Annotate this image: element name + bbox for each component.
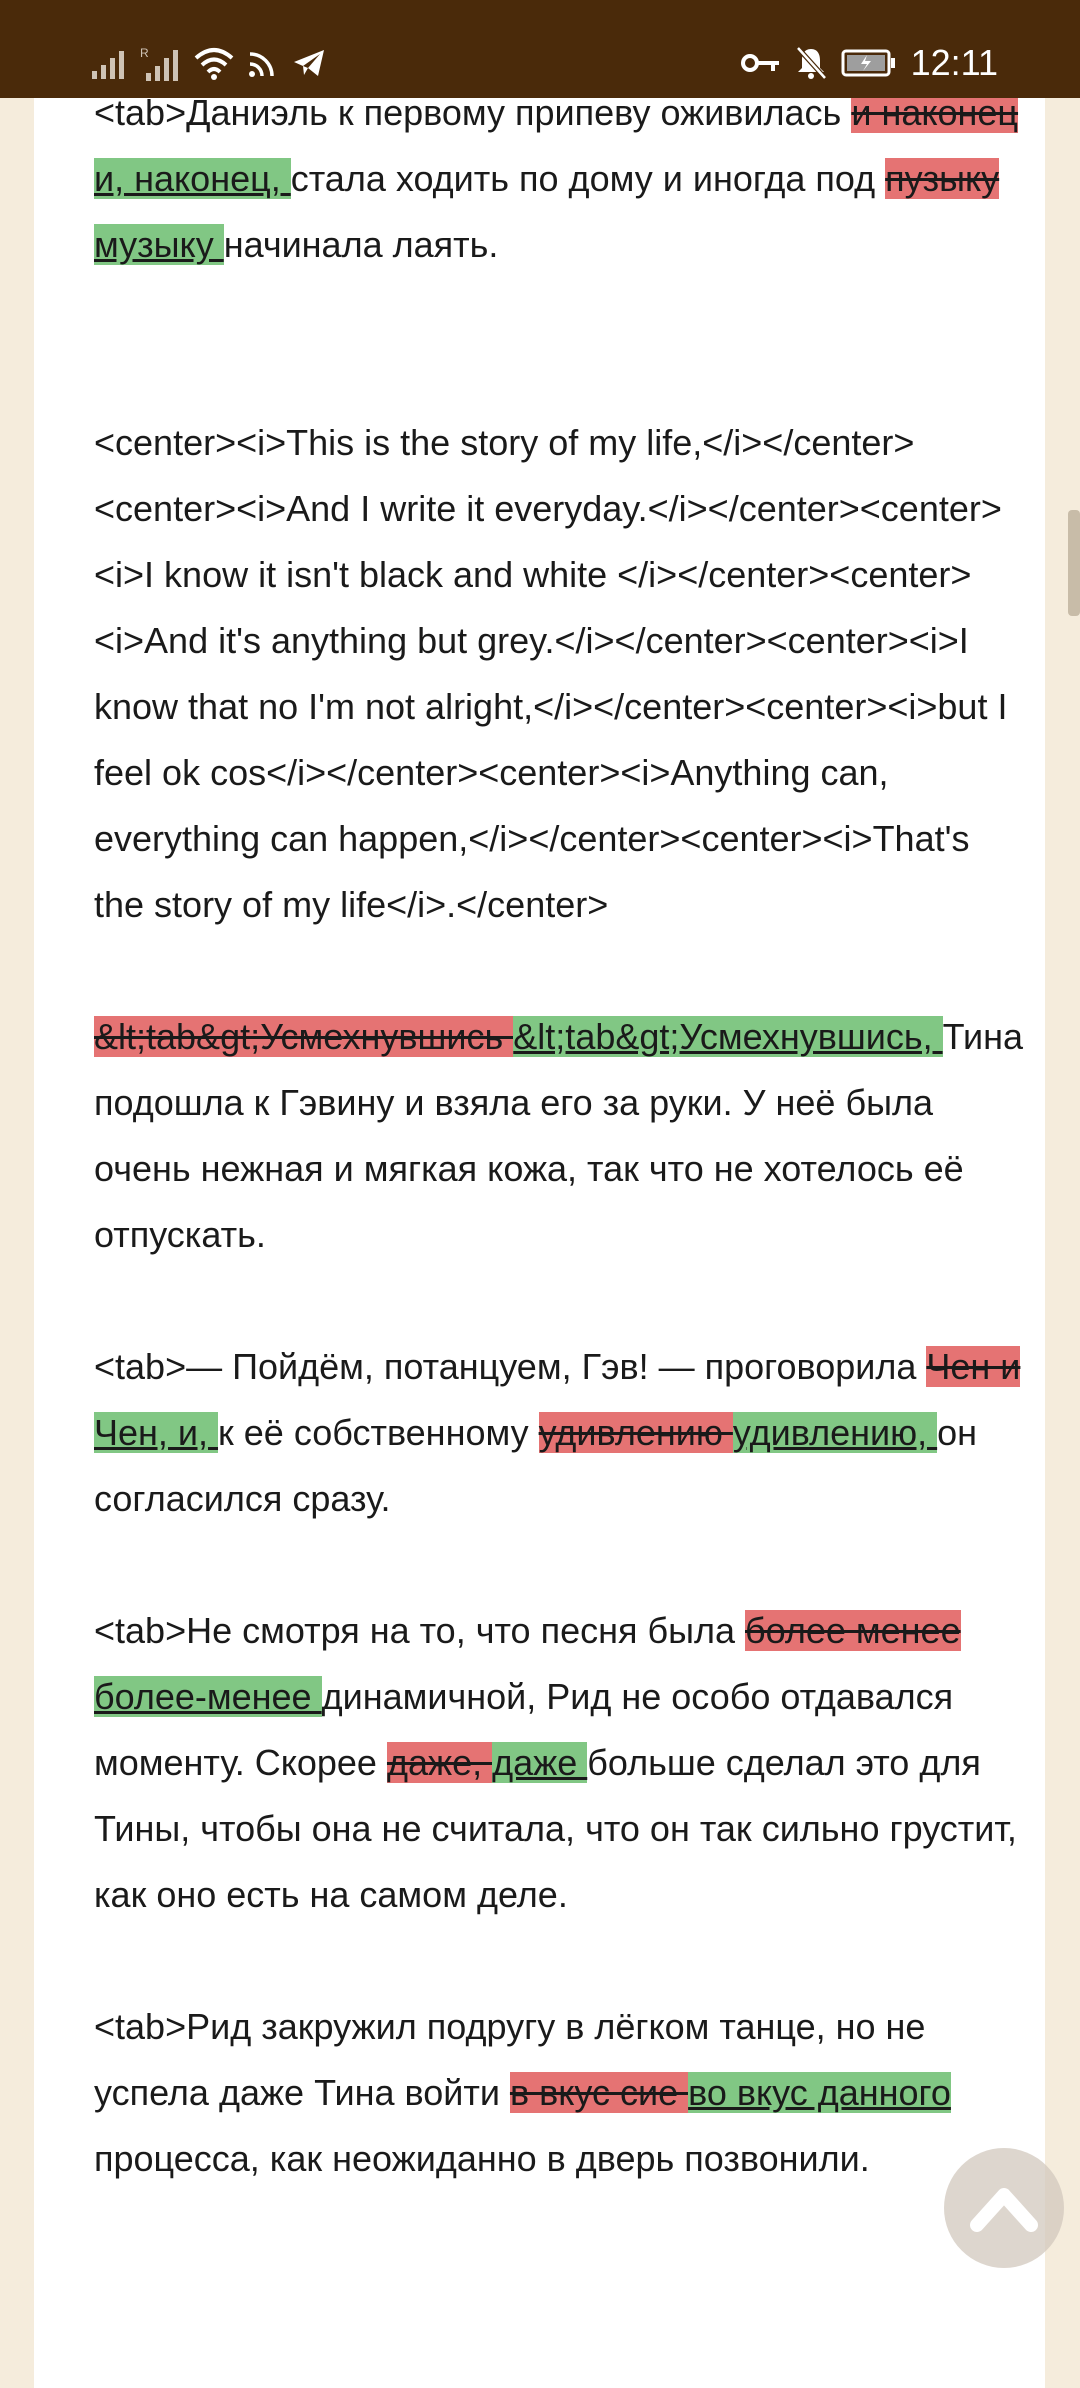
chapter-page[interactable]	[34, 98, 1045, 2388]
paragraph	[94, 410, 1029, 938]
inserted-text: &lt;tab&gt;Усмехнувшись,	[513, 1016, 943, 1057]
body-text: к её собственному	[218, 1412, 539, 1453]
deleted-text: пузыку	[885, 158, 1000, 199]
deleted-text: даже,	[386, 1742, 493, 1783]
chapter-text	[94, 98, 1029, 2192]
inserted-text: и, наконец,	[94, 158, 291, 199]
body-text: стала ходить по дому и иногда под	[290, 158, 886, 199]
bell-off-icon	[795, 46, 827, 80]
inserted-text: во вкус данного	[688, 2072, 951, 2113]
paragraph	[94, 1004, 1029, 1268]
cast-icon	[248, 48, 278, 78]
paragraph	[94, 1334, 1029, 1532]
battery-icon	[841, 48, 897, 78]
key-icon	[741, 51, 781, 75]
body-text: процесса, как неожиданно в дверь позвонили.	[94, 2138, 870, 2179]
deleted-text: &lt;tab&gt;Усмехнувшись	[94, 1016, 514, 1057]
inserted-text: музыку	[94, 224, 224, 265]
paragraph	[94, 1598, 1029, 1928]
body-text: динамичной, Рид не особо отдавался моменту. Скорее	[94, 1676, 954, 1783]
inserted-text: даже	[492, 1742, 588, 1783]
signal-icon	[92, 47, 126, 79]
deleted-text: удивлению	[538, 1412, 733, 1453]
body-text: <center><i>This is the story of my life,</i></center><center><i>And I write it everyday.</i></center><center><i>I know it isn't black and white </i></center><center><i>And it's anything but grey.</i></center><center><i>I know that no I'm not alright,</i></center><center><i>but I feel ok cos</i></center><center><i>Anything can, everything can happen,</i></center><center><i>That's the story of my life</i>.</center>	[94, 422, 1008, 925]
body-text: начинала лаять.	[223, 224, 499, 265]
deleted-text: более менее	[745, 1610, 961, 1651]
body-text: <tab>— Пойдём, потанцуем, Гэв! — проговорила	[94, 1346, 927, 1387]
wifi-icon	[194, 46, 234, 80]
body-text: <tab>Не смотря на то, что песня была	[94, 1610, 745, 1651]
inserted-text: удивлению,	[732, 1412, 938, 1453]
inserted-text: более-менее	[94, 1676, 322, 1717]
paragraph	[94, 1994, 1029, 2192]
signal-r-icon	[140, 45, 180, 81]
body-text: <tab>Даниэль к первому припеву оживилась	[94, 98, 852, 133]
svg-text:R: R	[140, 46, 149, 60]
deleted-text: и наконец	[851, 98, 1018, 133]
clock-time: 12:11	[910, 42, 998, 83]
body-text: <tab>Рид закружил подругу в лёгком танце, но не успела даже Тина войти	[94, 2006, 926, 2113]
telegram-icon	[292, 48, 326, 78]
deleted-text: в вкус сие	[509, 2072, 689, 2113]
deleted-text: Чен и	[926, 1346, 1021, 1387]
status-left-icons	[92, 44, 326, 82]
body-text: Тина подошла к Гэвину и взяла его за руки. У неё была очень нежная и мягкая кожа, так что не хотелось её отпускать.	[94, 1016, 1024, 1255]
body-text: больше сделал это для Тины, чтобы она не считала, что он так сильно грустит, как оно есть на самом деле.	[94, 1742, 1017, 1915]
body-text: он согласился сразу.	[94, 1412, 978, 1519]
scroll-to-top-button[interactable]	[944, 2148, 1064, 2268]
chevron-up-icon	[969, 2183, 1039, 2233]
inserted-text: Чен, и,	[94, 1412, 219, 1453]
status-right-icons	[741, 38, 998, 88]
scrollbar-thumb[interactable]	[1068, 510, 1080, 616]
paragraph	[94, 98, 1029, 278]
status-bar	[0, 0, 1080, 98]
